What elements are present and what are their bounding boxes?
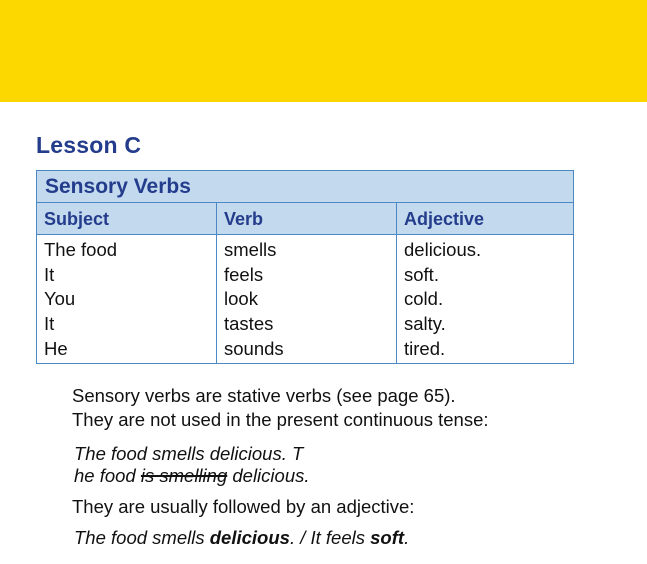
subject-cell: The food: [44, 239, 118, 260]
verb-cell: feels: [224, 263, 264, 285]
adjective-cell: cold.: [404, 288, 444, 310]
example-2-bold-1: delicious: [209, 527, 290, 548]
adjective-header: Adjective: [397, 203, 573, 235]
note-line-2: They are not used in the present continuous tense:: [72, 409, 489, 430]
example-2-bold-2: soft: [370, 527, 405, 548]
grammar-notes: [72, 384, 632, 549]
adjective-cell: delicious.: [404, 239, 482, 260]
verb-column: [217, 203, 397, 363]
subject-cell: He: [44, 337, 68, 359]
verb-cell: smells: [224, 239, 277, 260]
grammar-box-title: Sensory Verbs: [37, 171, 573, 203]
example-2-part-2: . / It feels: [289, 527, 371, 548]
adjective-cell: salty.: [404, 313, 446, 335]
lesson-title: Lesson C: [36, 132, 142, 158]
top-banner: [0, 0, 647, 102]
verb-header: Verb: [217, 203, 396, 235]
grammar-box: [36, 170, 574, 364]
example-1-end: delicious.: [227, 465, 310, 486]
subject-cells: [37, 235, 216, 362]
verb-cell: tastes: [224, 313, 274, 335]
example-2-part-3: .: [404, 527, 410, 548]
note-line-1: Sensory verbs are stative verbs (see page 65).: [72, 385, 456, 406]
note-line-3: They are usually followed by an adjective:: [72, 496, 415, 517]
example-1-start: he food: [74, 465, 141, 486]
subject-header: Subject: [37, 203, 216, 235]
subject-cell: It: [44, 313, 55, 335]
adjective-cell: soft.: [404, 263, 439, 285]
grammar-table: [37, 203, 573, 363]
example-2: [74, 527, 632, 549]
subject-column: [37, 203, 217, 363]
example-1-line-2: [74, 465, 632, 487]
verb-cell: look: [224, 288, 258, 310]
verb-cell: sounds: [224, 337, 284, 359]
adjective-cell: tired.: [404, 337, 446, 359]
example-2-part-1: The food smells: [74, 527, 210, 548]
example-1-line-1: The food smells delicious. T: [74, 443, 304, 464]
struck-text: is smelling: [140, 465, 228, 486]
adjective-column: [397, 203, 573, 363]
adjective-cells: [397, 235, 573, 362]
verb-cells: [217, 235, 396, 362]
subject-cell: It: [44, 263, 55, 285]
subject-cell: You: [44, 288, 76, 310]
